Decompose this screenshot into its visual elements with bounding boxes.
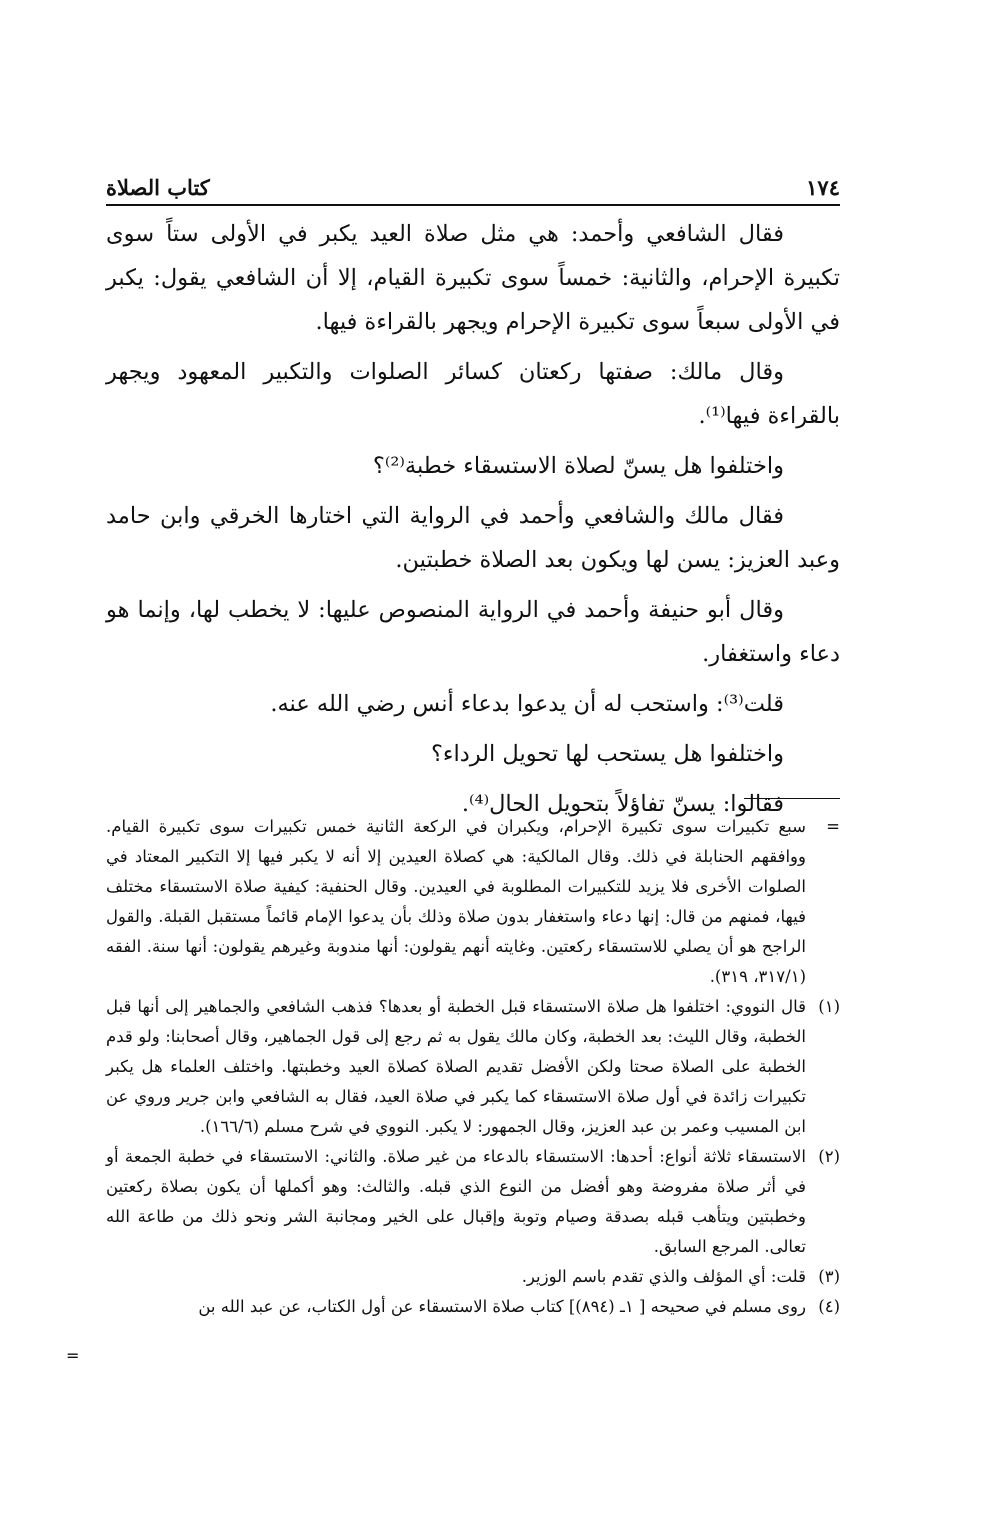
paragraph: واختلفوا هل يسنّ لصلاة الاستسقاء خطبة⁽²⁾؟ [372, 453, 784, 479]
footnote-mark: (٢) [818, 1147, 840, 1166]
paragraph: فقالوا: يسنّ تفاؤلاً بتحويل الحال⁽⁴⁾. [461, 791, 784, 817]
footnote-text: روى مسلم في صحيحه [ ١ـ (٨٩٤)] كتاب صلاة الاستسقاء عن أول الكتاب، عن عبد الله بن [198, 1297, 806, 1316]
footnote-mark: = [826, 817, 840, 836]
footnote-mark: (٤) [818, 1297, 840, 1316]
paragraph: وقال مالك: صفتها ركعتان كسائر الصلوات والتكبير المعهود ويجهر بالقراءة فيها⁽¹⁾. [106, 359, 840, 429]
footnote-text: الاستسقاء ثلاثة أنواع: أحدها: الاستسقاء بالدعاء من غير صلاة. والثاني: الاستسقاء في خطبة الجمعة أو في أثر صلاة مفروضة وهو أفضل من النوع الذي قبله. والثالث: وهو أكملها أن يكون بصلاة ركعتين وخطبتين ويتأهب قبله بصدقة وصيام وتوبة وإقبال على الخير ومجانبة الشر ونحو ذلك من طاعة الله تعالى. المرجع السابق. [106, 1147, 806, 1256]
chapter-title: كتاب الصلاة [106, 175, 210, 200]
page-number: ١٧٤ [806, 175, 840, 200]
footnote-text: سبع تكبيرات سوى تكبيرة الإحرام، ويكبران في الركعة الثانية خمس تكبيرات سوى تكبيرة القيام. ووافقهم الحنابلة في ذلك. وقال المالكية: هي كصلاة العيدين إلا أنه لا يكبر فيها إلا التكبير المعتاد في الصلوات الأخرى فلا يزيد للتكبيرات المطلوبة في العيدين. وقال الحنفية: كيفية صلاة الاستسقاء مختلف فيها، فمنهم من قال: إنها دعاء واستغفار بدون صلاة وذلك بأن يدعوا الإمام قائماً مستقبل القبلة. والقول الراجح هو أن يصلي للاستسقاء ركعتين. وغايته أنهم يقولون: أنها مندوبة وغيرهم يقولون: أنها سنة. الفقه (٣١٧/١، ٣١٩). [106, 817, 806, 986]
paragraph: قلت⁽³⁾: واستحب له أن يدعوا بدعاء أنس رضي الله عنه. [270, 691, 784, 717]
footnote [106, 1262, 840, 1292]
main-text [106, 212, 840, 832]
footnote-mark: (٣) [818, 1267, 840, 1286]
footnote-text: قال النووي: اختلفوا هل صلاة الاستسقاء قبل الخطبة أو بعدها؟ فذهب الشافعي والجماهير إلى أنها قبل الخطبة، وقال الليث: بعد الخطبة، وكان مالك يقول به ثم رجع إلى قول الجماهير، وقال أصحابنا: ولو قدم الخطبة على الصلاة صحتا ولكن الأفضل تقديم الصلاة كصلاة العيد وخطبتها. واختلف العلماء هل يكبر تكبيرات زائدة في أول صلاة الاستسقاء كما يكبر في صلاة العيد، فقال به الشافعي وابن جرير وروي عن ابن المسيب وعمر بن عبد العزيز، وقال الجمهور: لا يكبر. النووي في شرح مسلم (١٦٦/٦). [106, 997, 806, 1136]
footnote [106, 812, 840, 992]
footnote [106, 1142, 840, 1262]
paragraph: واختلفوا هل يستحب لها تحويل الرداء؟ [430, 741, 784, 767]
footnote [106, 992, 840, 1142]
footnotes [106, 812, 840, 1322]
footnote-mark: (١) [818, 997, 840, 1016]
continuation-mark: = [66, 1346, 80, 1365]
running-header [106, 168, 840, 206]
paragraph: فقال مالك والشافعي وأحمد في الرواية التي اختارها الخرقي وابن حامد وعبد العزيز: يسن لها ويكون بعد الصلاة خطبتين. [106, 503, 840, 573]
footnote-separator [744, 798, 840, 799]
footnote-text: قلت: أي المؤلف والذي تقدم باسم الوزير. [521, 1267, 806, 1286]
paragraph: فقال الشافعي وأحمد: هي مثل صلاة العيد يكبر في الأولى ستاً سوى تكبيرة الإحرام، والثانية: خمساً سوى تكبيرة القيام، إلا أن الشافعي يقول: يكبر في الأولى سبعاً سوى تكبيرة الإحرام ويجهر بالقراءة فيها. [106, 221, 840, 335]
footnote [106, 1292, 840, 1322]
paragraph: وقال أبو حنيفة وأحمد في الرواية المنصوص عليها: لا يخطب لها، وإنما هو دعاء واستغفار. [106, 597, 840, 667]
